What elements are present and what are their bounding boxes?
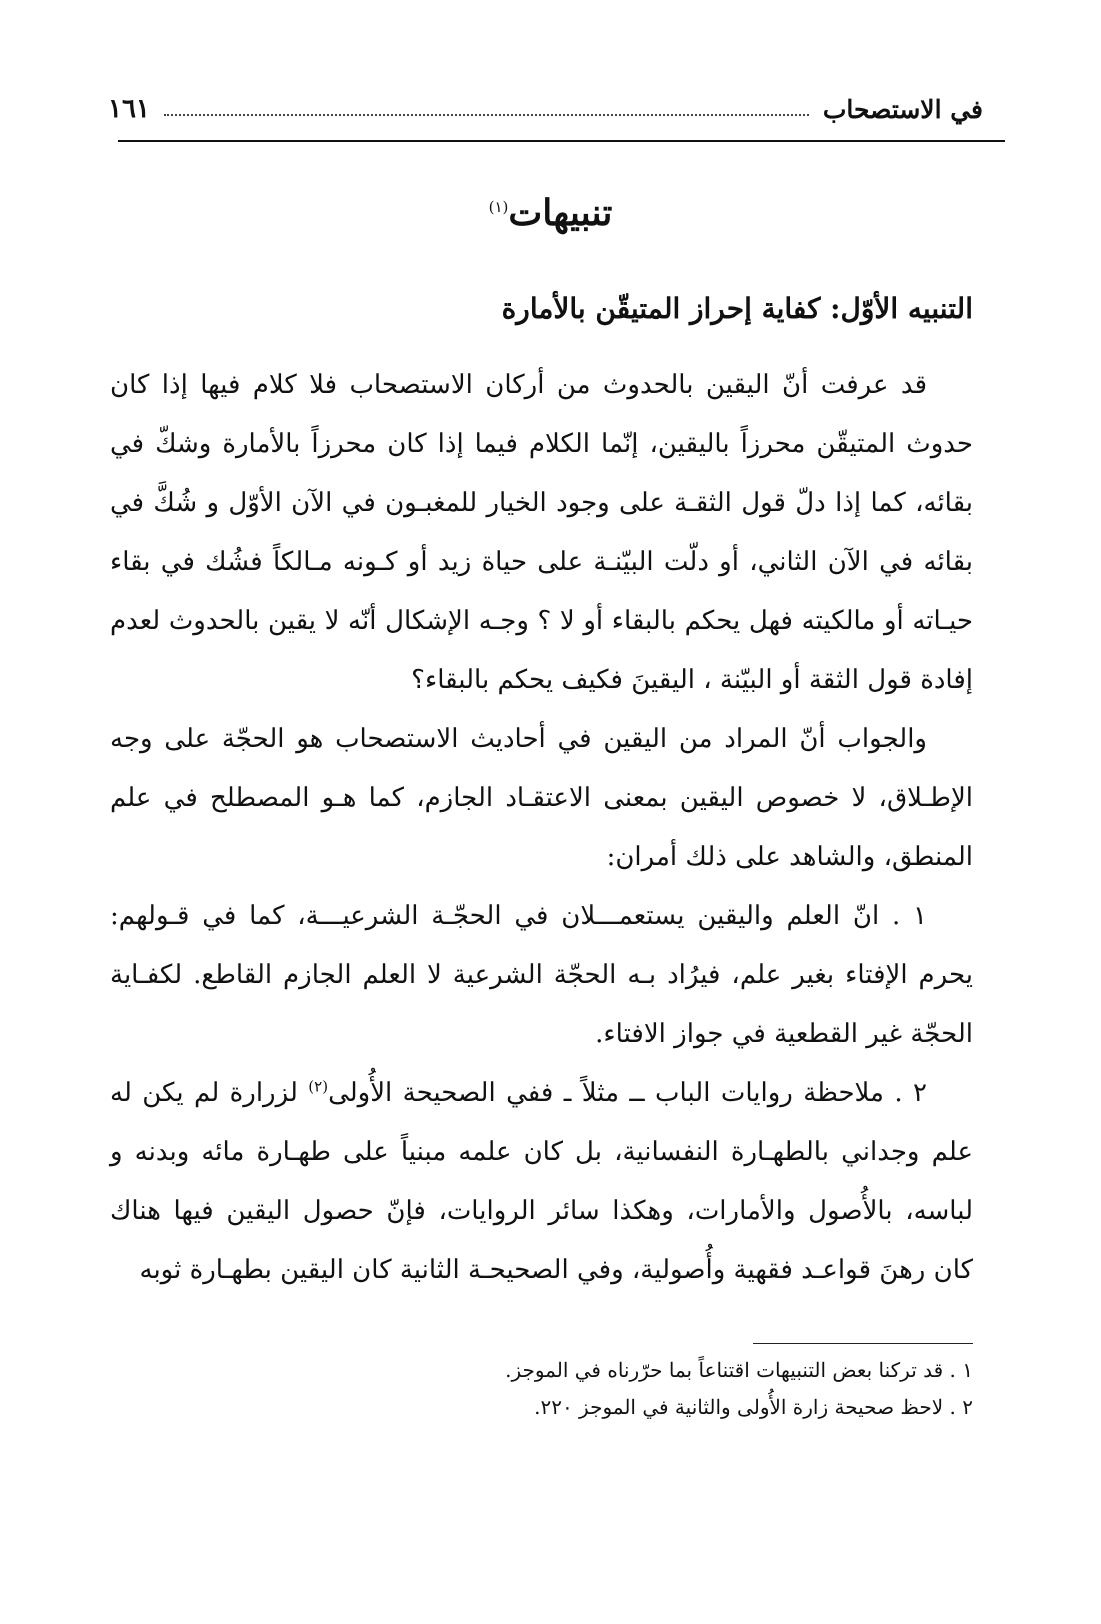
footnotes <box>110 1352 973 1426</box>
paragraph-2: والجواب أنّ المراد من اليقين في أحاديث الاستصحاب هو الحجّة على وجه الإطـلاق، لا خصوص اليقين بمعنى الاعتقـاد الجازم، كما هـو المصطلح في علم المنطق، والشاهد على ذلك أمران: <box>110 724 974 872</box>
section-title <box>0 192 1101 234</box>
body-text <box>110 356 973 1300</box>
header-rule <box>118 140 1005 142</box>
paragraph-4-footnote-ref: (٢) <box>308 1077 329 1096</box>
section-title-footnote-ref: (١) <box>488 198 509 216</box>
paragraph-3: ١ . انّ العلم واليقين يستعمـــلان في الحجّـة الشرعيـــة، كما في قـولهم: يحرم الإفتاء بغير علم، فيرُاد بـه الحجّة الشرعية لا العلم الجازم القاطع. لكفـاية الحجّة غير القطعية في جواز الافتاء. <box>110 901 973 1049</box>
running-header <box>108 80 983 124</box>
footnote-1: ١ . قد تركنا بعض التنبيهات اقتناعاً بما حرّرناه في الموجز. <box>505 1358 973 1382</box>
section-title-text: تنبيهات <box>508 192 613 234</box>
paragraph-4 <box>110 1064 973 1300</box>
paragraph-4-after: لزرارة لم يكن له علم وجداني بالطهـارة النفسانية، بل كان علمه مبنياً على طهـارة مائه وبدنه و لباسه، بالأُصول والأمارات، وهكذا سائر الروايات، فإنّ حصول اليقين فيها هناك كان رهنَ قواعـد فقهية وأُصولية، وفي الصحيحـة الثانية كان اليقين بطهـارة ثوبه <box>110 1078 973 1285</box>
paragraph-4-before: ٢ . ملاحظة روايات الباب ــ مثلاً ـ ففي الصحيحة الأُولى <box>328 1078 927 1108</box>
paragraph-1: قد عرفت أنّ اليقين بالحدوث من أركان الاستصحاب فلا كلام فيها إذا كان حدوث المتيقّن محرزاً باليقين، إنّما الكلام فيما إذا كان محرزاً بالأمارة وشكّ في بقائه، كما إذا دلّ قول الثقـة على وجود الخيار للمغبـون في الآن الأوّل و شُكَّ في بقائه في الآن الثاني، أو دلّت البيّنـة على حياة زيد أو كـونه مـالكاً فشُك في بقاء حيـاته أو مالكيته فهل يحكم بالبقاء أو لا ؟ وجـه الإشكال أنّه لا يقين بالحدوث لعدم إفادة قول الثقة أو البيّنة ، اليقينَ فكيف يحكم بالبقاء؟ <box>110 370 973 695</box>
running-title: في الاستصحاب <box>822 95 983 124</box>
subheading: التنبيه الأوّل: كفاية إحراز المتيقّن بالأمارة <box>501 292 973 325</box>
page-number: ١٦١ <box>108 94 150 124</box>
footnote-rule <box>753 1343 973 1344</box>
header-leader-dots <box>164 114 809 116</box>
footnote-2: ٢ . لاحظ صحيحة زارة الأُولى والثانية في الموجز ٢٢٠. <box>534 1395 973 1419</box>
